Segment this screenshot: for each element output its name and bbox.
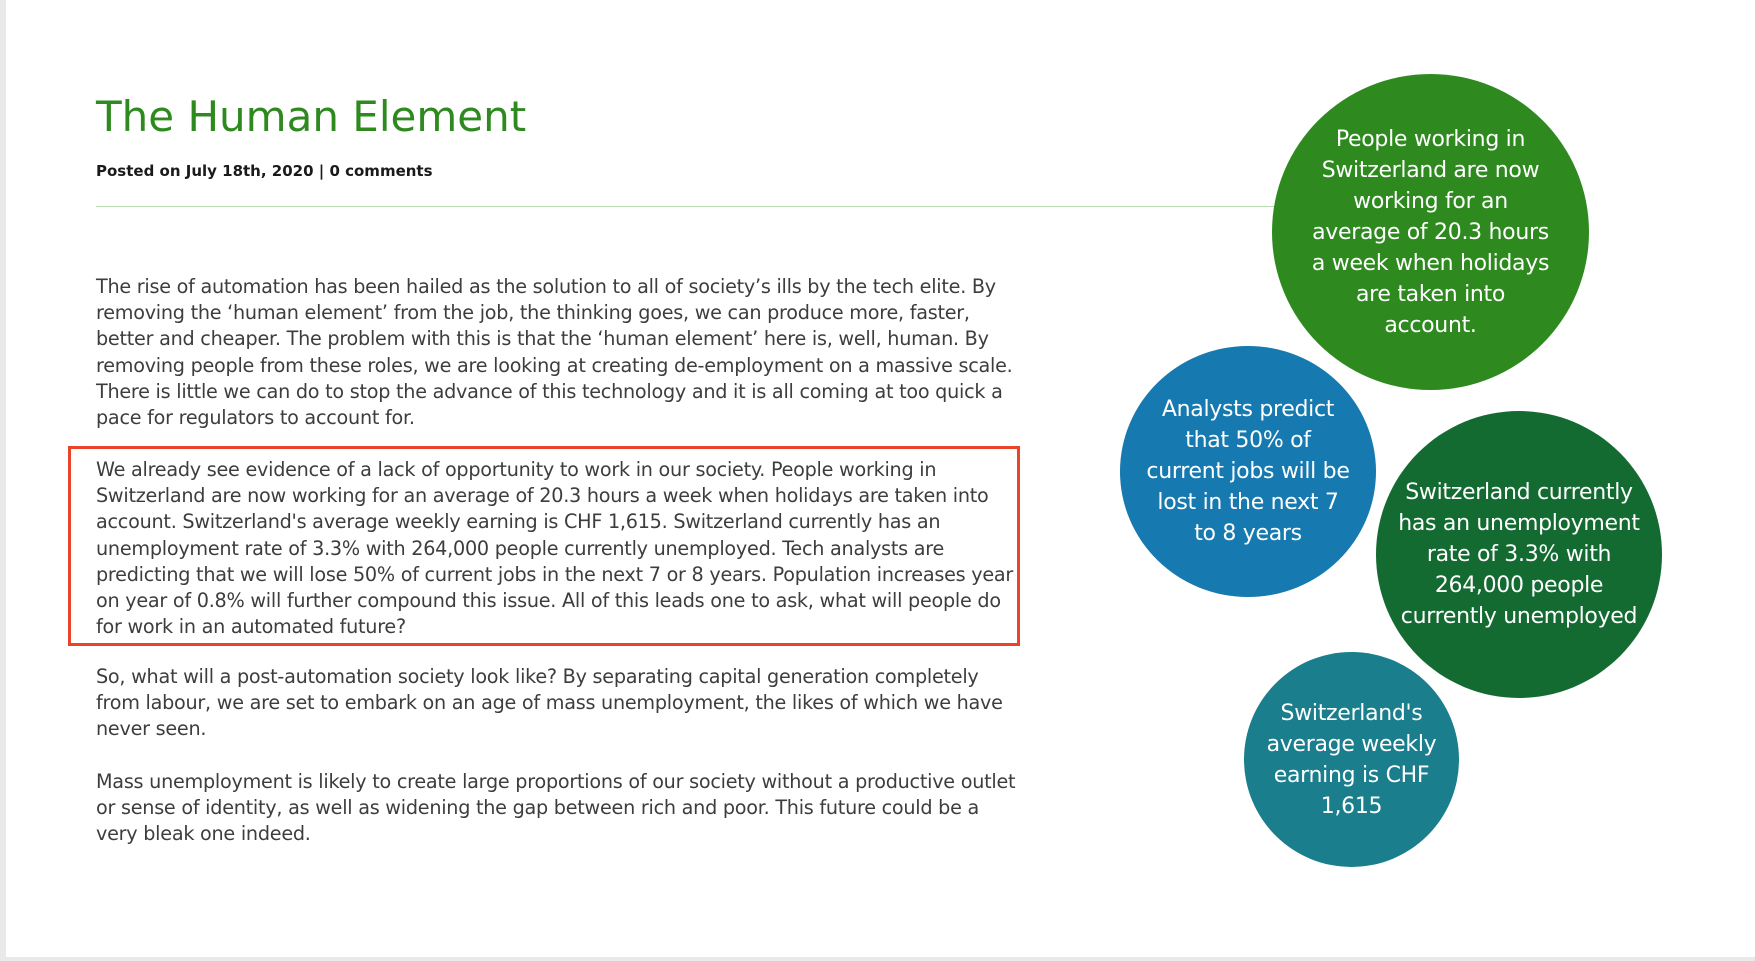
paragraph-post-automation: So, what will a post-automation society look like? By separating capital generation completely from labour, we are set to embark on an age of mass unemployment, the likes of which we have never seen. [96,665,1003,741]
paragraph-mass-unemployment: Mass unemployment is likely to create large proportions of our society without a productive outlet or sense of identity, as well as widening the gap between rich and poor. This future could be a very bleak one indeed. [96,770,1016,846]
stat-bubble-earnings [1244,652,1459,867]
post-meta: Posted on July 18th, 2020 | 0 comments [96,162,433,180]
stat-bubble-unemployment [1376,411,1662,698]
divider [96,206,1290,207]
stat-bubble-text: Analysts predict that 50% of current jobs will be lost in the next 7 to 8 years [1146,397,1350,546]
stat-bubble-text: Switzerland's average weekly earning is CHF 1,615 [1266,700,1437,819]
stat-bubble-analysts [1120,346,1376,597]
paragraph-highlighted: We already see evidence of a lack of opportunity to work in our society. People working in Switzerland are now working for an average of 20.3 hours a week when holidays are taken into account. Switzerland's average weekly earning is CHF 1,615. Switzerland currently has an unemployment rate of 3.3% with 264,000 people currently unemployed. Tech analysts are predicting that we will lose 50% of current jobs in the next 7 or 8 years. Population increases year on year of 0.8% will further compound this issue. All of this leads one to ask, what will people do for work in an automated future? [96,458,1014,639]
article-page [6,0,1755,957]
stat-bubble-working-hours [1272,74,1589,390]
page-title: The Human Element [96,92,527,141]
paragraph-intro: The rise of automation has been hailed as the solution to all of society’s ills by the tech elite. By removing the ‘human element’ from the job, the thinking goes, we can produce more, faster, better and cheaper. The problem with this is that the ‘human element’ here is, well, human. By removing people from these roles, we are looking at creating de-employment on a massive scale. There is little we can do to stop the advance of this technology and it is all coming at too quick a pace for regulators to account for. [96,275,1013,430]
stat-bubble-text: People working in Switzerland are now working for an average of 20.3 hours a week when holidays are taken into account. [1311,126,1550,338]
stat-bubble-text: Switzerland currently has an unemployment rate of 3.3% with 264,000 people currently unemployed [1398,480,1640,629]
